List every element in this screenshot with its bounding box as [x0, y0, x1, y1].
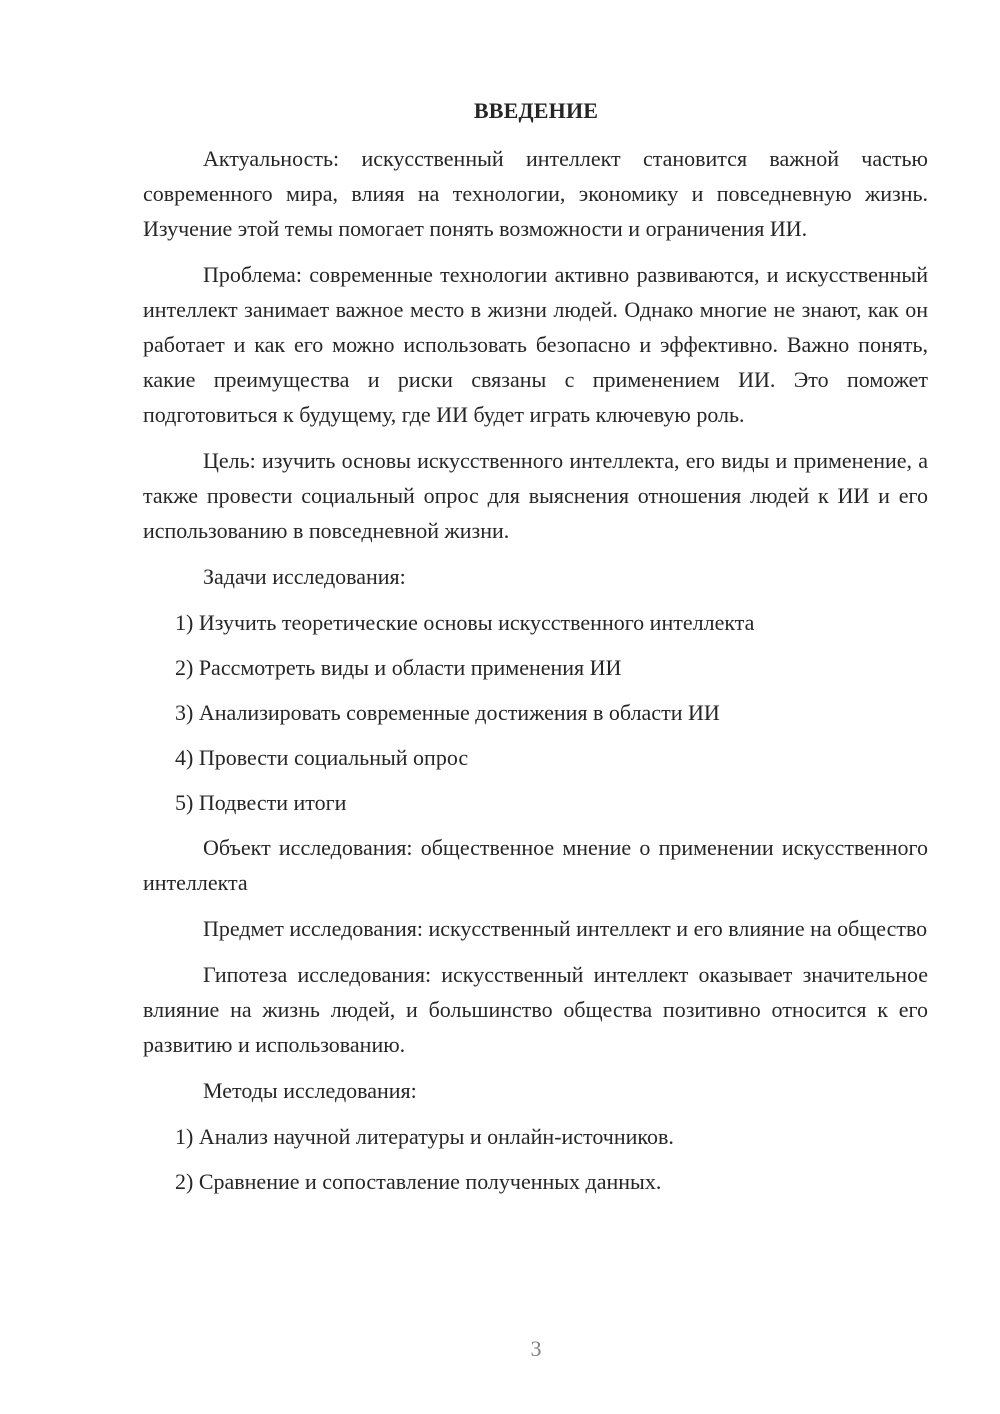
page-number: 3: [530, 1336, 542, 1361]
problem-paragraph: Проблема: современные технологии активно развиваются, и искусственный интеллект занимает важное место в жизни людей. Однако многие не знают, как он работает и как его можно использовать безопасно и эффективно. Важно понять, какие преимущества и риски связаны с применением ИИ. Это поможет подготовиться к будущему, где ИИ будет играть ключевую роль.: [143, 262, 928, 427]
list-item: 3) Анализировать современные достижения в области ИИ: [175, 700, 720, 725]
object-paragraph: Объект исследования: общественное мнение о применении искусственного интеллекта: [143, 835, 928, 895]
relevance-paragraph: Актуальность: искусственный интеллект становится важной частью современного мира, влияя на технологии, экономику и повседневную жизнь. Изучение этой темы помогает понять возможности и ограничения ИИ.: [143, 146, 928, 241]
page-content: [143, 141, 928, 1209]
page-title: ВВЕДЕНИЕ: [473, 98, 599, 123]
tasks-heading: Задачи исследования:: [203, 564, 406, 589]
methods-heading: Методы исследования:: [203, 1078, 417, 1103]
list-item: 5) Подвести итоги: [175, 790, 347, 815]
list-item: 1) Изучить теоретические основы искусственного интеллекта: [175, 610, 755, 635]
methods-list: [143, 1119, 928, 1199]
goal-paragraph: Цель: изучить основы искусственного интеллекта, его виды и применение, а также провести социальный опрос для выяснения отношения людей к ИИ и его использованию в повседневной жизни.: [143, 448, 928, 543]
list-item: 4) Провести социальный опрос: [175, 745, 469, 770]
hypothesis-paragraph: Гипотеза исследования: искусственный интеллект оказывает значительное влияние на жизнь людей, и большинство общества позитивно относится к его развитию и использованию.: [143, 962, 928, 1057]
tasks-list: [143, 605, 928, 820]
subject-paragraph: Предмет исследования: искусственный интеллект и его влияние на общество: [203, 916, 928, 941]
list-item: 2) Рассмотреть виды и области применения ИИ: [175, 655, 622, 680]
list-item: 2) Сравнение и сопоставление полученных данных.: [175, 1169, 662, 1194]
list-item: 1) Анализ научной литературы и онлайн-источников.: [175, 1124, 674, 1149]
